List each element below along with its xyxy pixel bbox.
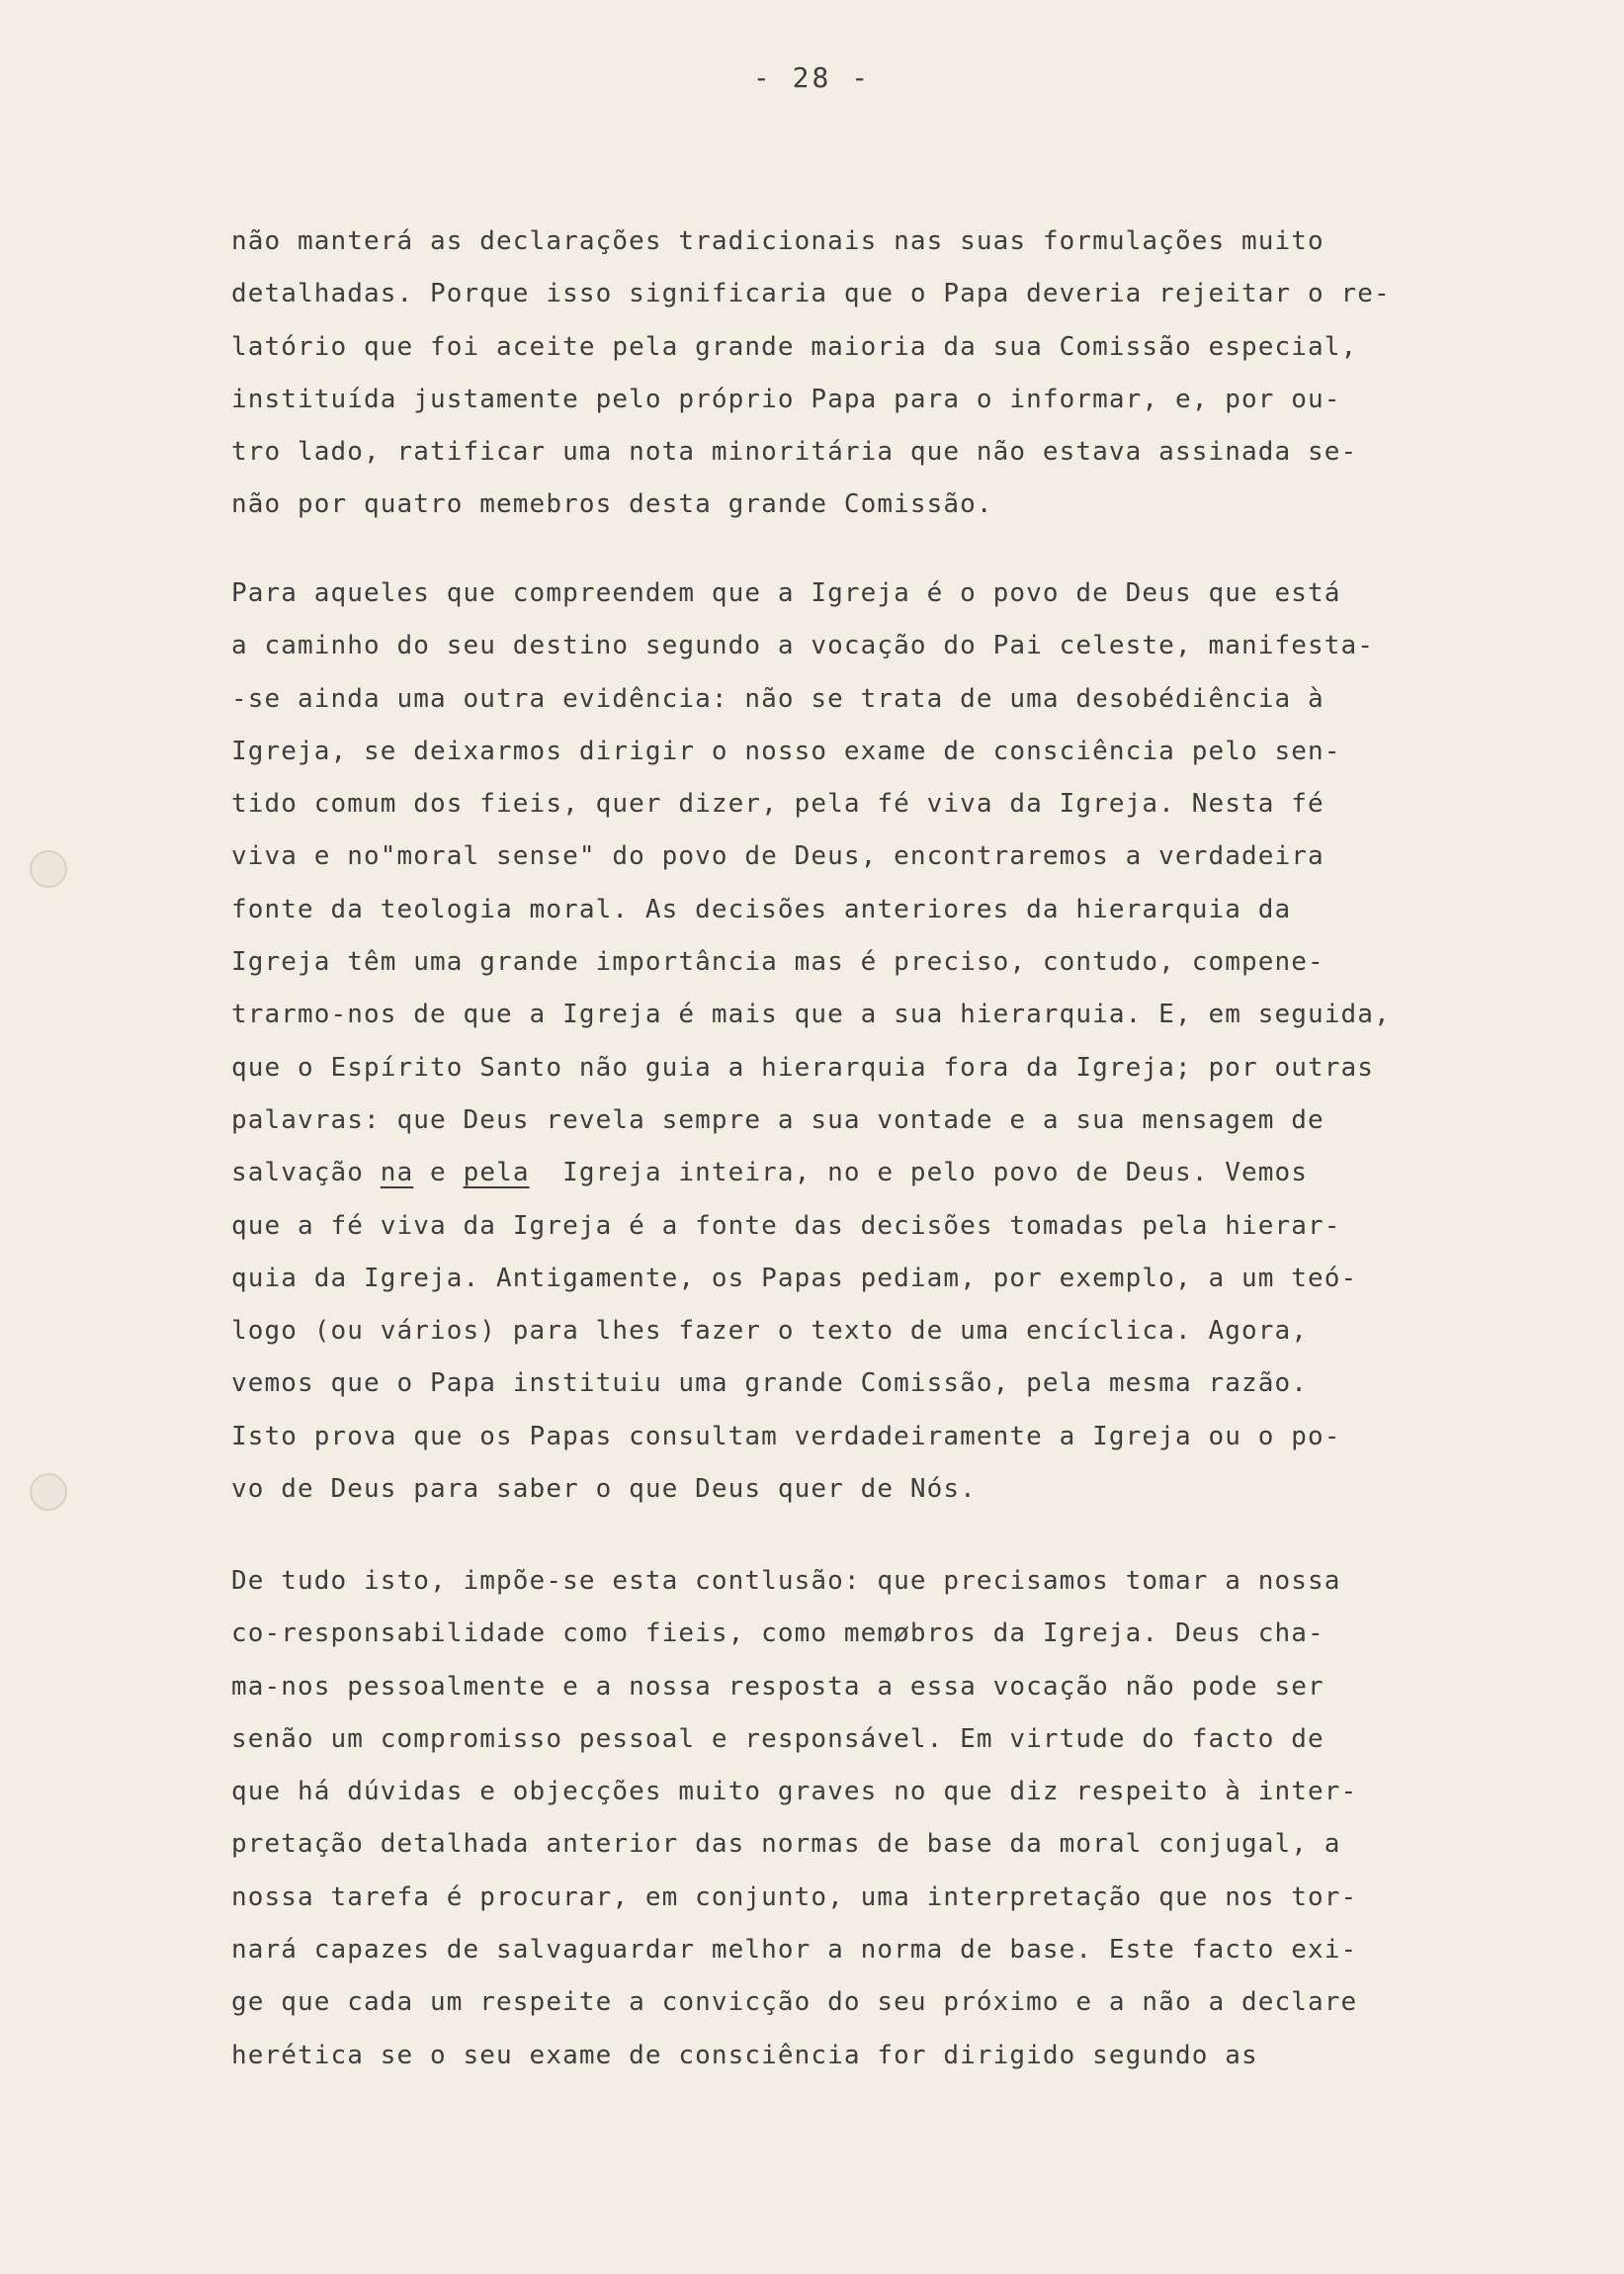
text-line: logo (ou vários) para lhes fazer o texto de uma encíclica. Agora, (231, 1316, 1308, 1347)
punch-hole-top (30, 850, 67, 888)
text-line: que há dúvidas e objecções muito graves no que diz respeito à inter- (231, 1777, 1358, 1807)
text-line: detalhadas. Porque isso significaria que o Papa deveria rejeitar o re- (231, 279, 1391, 309)
text-line: vo de Deus para saber o que Deus quer de Nós. (231, 1474, 977, 1505)
text-line: -se ainda uma outra evidência: não se trata de uma desobédiência à (231, 683, 1325, 714)
text-line: fonte da teologia moral. As decisões anteriores da hierarquia da (231, 894, 1292, 924)
text-segment: salvação (231, 1158, 381, 1188)
text-line: que a fé viva da Igreja é a fonte das decisões tomadas pela hierar- (231, 1210, 1341, 1241)
text-line: trarmo-nos de que a Igreja é mais que a sua hierarquia. E, em seguida, (231, 1000, 1391, 1030)
text-line: ma-nos pessoalmente e a nossa resposta a essa vocação não pode ser (231, 1671, 1325, 1702)
text-line: a caminho do seu destino segundo a vocação do Pai celeste, manifesta- (231, 631, 1374, 661)
text-line-salvacao (231, 1147, 1556, 1199)
text-line: palavras: que Deus revela sempre a sua vontade e a sua mensagem de (231, 1104, 1325, 1135)
text-line: ge que cada um respeite a convicção do seu próximo e a não a declare (231, 1987, 1358, 2018)
text-line: quia da Igreja. Antigamente, os Papas pediam, por exemplo, a um teó- (231, 1263, 1358, 1293)
page-number: - 28 - (752, 61, 872, 94)
punch-hole-bottom (30, 1473, 67, 1511)
text-line: senão um compromisso pessoal e responsável. Em virtude do facto de (231, 1723, 1325, 1754)
text-line: viva e no"moral sense" do povo de Deus, encontraremos a verdadeira (231, 841, 1325, 872)
text-line: que o Espírito Santo não guia a hierarquia fora da Igreja; por outras (231, 1052, 1374, 1083)
text-segment: e (413, 1158, 464, 1188)
text-line: nará capazes de salvaguardar melhor a norma de base. Este facto exi- (231, 1935, 1358, 1966)
text-line: instituída justamente pelo próprio Papa para o informar, e, por ou- (231, 384, 1341, 414)
underlined-word-pela: pela (463, 1158, 530, 1188)
text-line: não por quatro memebros desta grande Comissão. (231, 489, 993, 520)
text-line: co-responsabilidade como fieis, como memøbros da Igreja. Deus cha- (231, 1618, 1325, 1649)
text-line: Igreja, se deixarmos dirigir o nosso exame de consciência pelo sen- (231, 736, 1341, 766)
underlined-word-na: na (380, 1158, 414, 1188)
text-line: nossa tarefa é procurar, em conjunto, uma interpretação que nos tor- (231, 1881, 1358, 1912)
paragraph-2 (231, 568, 1556, 1516)
text-line: pretação detalhada anterior das normas de base da moral conjugal, a (231, 1829, 1341, 1860)
text-line: herética se o seu exame de consciência for dirigido segundo as (231, 2040, 1258, 2070)
text-line: Isto prova que os Papas consultam verdadeiramente a Igreja ou o po- (231, 1421, 1341, 1451)
text-line: Igreja têm uma grande importância mas é preciso, contudo, compene- (231, 947, 1325, 978)
paragraph-3 (231, 1555, 1556, 2082)
text-line: Para aqueles que compreendem que a Igreja é o povo de Deus que está (231, 578, 1341, 608)
text-segment: Igreja inteira, no e pelo povo de Deus. Vemos (529, 1158, 1308, 1188)
text-line: De tudo isto, impõe-se esta contlusão: que precisamos tomar a nossa (231, 1566, 1341, 1596)
text-line: vemos que o Papa instituiu uma grande Comissão, pela mesma razão. (231, 1368, 1308, 1399)
text-line: tro lado, ratificar uma nota minoritária que não estava assinada se- (231, 437, 1358, 468)
text-line: não manterá as declarações tradicionais nas suas formulações muito (231, 226, 1325, 256)
paragraph-1 (231, 216, 1556, 532)
text-line: latório que foi aceite pela grande maioria da sua Comissão especial, (231, 331, 1358, 362)
text-line: tido comum dos fieis, quer dizer, pela fé viva da Igreja. Nesta fé (231, 789, 1325, 820)
